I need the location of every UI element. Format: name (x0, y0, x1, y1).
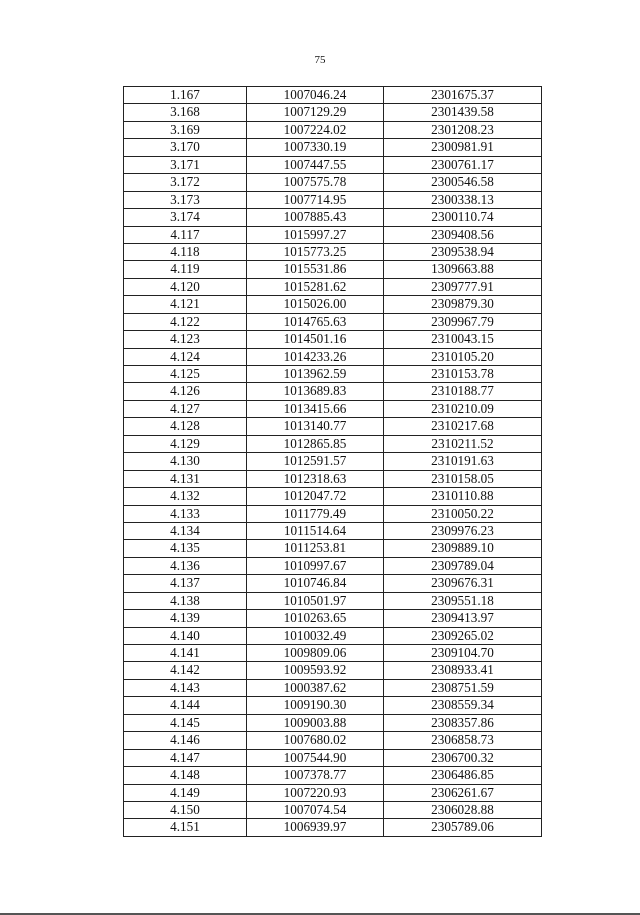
y-coordinate-cell: 2310110.88 (384, 488, 542, 505)
point-id-cell: 4.148 (124, 767, 247, 784)
y-coordinate-cell: 2309879.30 (384, 296, 542, 313)
table-row (124, 679, 542, 696)
y-coordinate-cell: 2309967.79 (384, 313, 542, 330)
point-id-cell: 3.173 (124, 191, 247, 208)
y-coordinate-cell: 2301675.37 (384, 87, 542, 104)
table-row (124, 627, 542, 644)
table-row (124, 453, 542, 470)
point-id-cell: 4.131 (124, 470, 247, 487)
x-coordinate-cell: 1011779.49 (247, 505, 384, 522)
table-row (124, 575, 542, 592)
point-id-cell: 4.135 (124, 540, 247, 557)
table-row (124, 313, 542, 330)
table-row (124, 156, 542, 173)
y-coordinate-cell: 2309976.23 (384, 522, 542, 539)
table-row (124, 243, 542, 260)
point-id-cell: 4.139 (124, 610, 247, 627)
x-coordinate-cell: 1013415.66 (247, 400, 384, 417)
table-row (124, 767, 542, 784)
x-coordinate-cell: 1010746.84 (247, 575, 384, 592)
x-coordinate-cell: 1012591.57 (247, 453, 384, 470)
x-coordinate-cell: 1007220.93 (247, 784, 384, 801)
y-coordinate-cell: 2310158.05 (384, 470, 542, 487)
table-row (124, 296, 542, 313)
x-coordinate-cell: 1012865.85 (247, 435, 384, 452)
x-coordinate-cell: 1013689.83 (247, 383, 384, 400)
point-id-cell: 4.126 (124, 383, 247, 400)
x-coordinate-cell: 1007544.90 (247, 749, 384, 766)
point-id-cell: 4.129 (124, 435, 247, 452)
x-coordinate-cell: 1011253.81 (247, 540, 384, 557)
y-coordinate-cell: 2310217.68 (384, 418, 542, 435)
y-coordinate-cell: 2305789.06 (384, 819, 542, 836)
table-row (124, 505, 542, 522)
y-coordinate-cell: 2306858.73 (384, 732, 542, 749)
x-coordinate-cell: 1000387.62 (247, 679, 384, 696)
x-coordinate-cell: 1015026.00 (247, 296, 384, 313)
y-coordinate-cell: 2309789.04 (384, 557, 542, 574)
point-id-cell: 4.150 (124, 801, 247, 818)
x-coordinate-cell: 1013140.77 (247, 418, 384, 435)
table-row (124, 522, 542, 539)
point-id-cell: 4.143 (124, 679, 247, 696)
y-coordinate-cell: 2309265.02 (384, 627, 542, 644)
point-id-cell: 4.144 (124, 697, 247, 714)
table-row (124, 331, 542, 348)
table-row (124, 714, 542, 731)
table-row (124, 662, 542, 679)
point-id-cell: 4.147 (124, 749, 247, 766)
y-coordinate-cell: 2306700.32 (384, 749, 542, 766)
x-coordinate-cell: 1015773.25 (247, 243, 384, 260)
x-coordinate-cell: 1007074.54 (247, 801, 384, 818)
y-coordinate-cell: 2300761.17 (384, 156, 542, 173)
point-id-cell: 4.138 (124, 592, 247, 609)
point-id-cell: 4.130 (124, 453, 247, 470)
point-id-cell: 3.174 (124, 209, 247, 226)
y-coordinate-cell: 2306486.85 (384, 767, 542, 784)
table-row (124, 697, 542, 714)
y-coordinate-cell: 2309104.70 (384, 645, 542, 662)
point-id-cell: 1.167 (124, 87, 247, 104)
point-id-cell: 3.170 (124, 139, 247, 156)
coordinate-table (123, 86, 542, 837)
table-row (124, 819, 542, 836)
x-coordinate-cell: 1014765.63 (247, 313, 384, 330)
x-coordinate-cell: 1007680.02 (247, 732, 384, 749)
point-id-cell: 4.127 (124, 400, 247, 417)
table-row (124, 104, 542, 121)
table-row (124, 366, 542, 383)
table-row (124, 470, 542, 487)
table-row (124, 209, 542, 226)
y-coordinate-cell: 2310050.22 (384, 505, 542, 522)
x-coordinate-cell: 1007224.02 (247, 121, 384, 138)
y-coordinate-cell: 2301208.23 (384, 121, 542, 138)
table-row (124, 121, 542, 138)
point-id-cell: 4.151 (124, 819, 247, 836)
point-id-cell: 4.132 (124, 488, 247, 505)
y-coordinate-cell: 2310211.52 (384, 435, 542, 452)
point-id-cell: 4.146 (124, 732, 247, 749)
y-coordinate-cell: 2300338.13 (384, 191, 542, 208)
y-coordinate-cell: 2310191.63 (384, 453, 542, 470)
point-id-cell: 4.149 (124, 784, 247, 801)
y-coordinate-cell: 2309777.91 (384, 278, 542, 295)
x-coordinate-cell: 1007378.77 (247, 767, 384, 784)
table-row (124, 732, 542, 749)
y-coordinate-cell: 2310153.78 (384, 366, 542, 383)
y-coordinate-cell: 2309676.31 (384, 575, 542, 592)
table-row (124, 400, 542, 417)
point-id-cell: 4.118 (124, 243, 247, 260)
point-id-cell: 4.134 (124, 522, 247, 539)
point-id-cell: 4.140 (124, 627, 247, 644)
y-coordinate-cell: 2309408.56 (384, 226, 542, 243)
x-coordinate-cell: 1014501.16 (247, 331, 384, 348)
y-coordinate-cell: 2308933.41 (384, 662, 542, 679)
x-coordinate-cell: 1013962.59 (247, 366, 384, 383)
x-coordinate-cell: 1015997.27 (247, 226, 384, 243)
x-coordinate-cell: 1012047.72 (247, 488, 384, 505)
y-coordinate-cell: 2308559.34 (384, 697, 542, 714)
x-coordinate-cell: 1007714.95 (247, 191, 384, 208)
point-id-cell: 4.133 (124, 505, 247, 522)
table-row (124, 592, 542, 609)
y-coordinate-cell: 2309538.94 (384, 243, 542, 260)
table-row (124, 435, 542, 452)
table-row (124, 557, 542, 574)
table-row (124, 801, 542, 818)
y-coordinate-cell: 2306028.88 (384, 801, 542, 818)
table-row (124, 383, 542, 400)
table-row (124, 540, 542, 557)
point-id-cell: 4.124 (124, 348, 247, 365)
y-coordinate-cell: 2310210.09 (384, 400, 542, 417)
y-coordinate-cell: 2306261.67 (384, 784, 542, 801)
point-id-cell: 4.119 (124, 261, 247, 278)
y-coordinate-cell: 2308357.86 (384, 714, 542, 731)
table-row (124, 261, 542, 278)
table-row (124, 139, 542, 156)
y-coordinate-cell: 1309663.88 (384, 261, 542, 278)
table-row (124, 348, 542, 365)
x-coordinate-cell: 1011514.64 (247, 522, 384, 539)
y-coordinate-cell: 2308751.59 (384, 679, 542, 696)
point-id-cell: 3.168 (124, 104, 247, 121)
x-coordinate-cell: 1009593.92 (247, 662, 384, 679)
x-coordinate-cell: 1012318.63 (247, 470, 384, 487)
x-coordinate-cell: 1014233.26 (247, 348, 384, 365)
x-coordinate-cell: 1007330.19 (247, 139, 384, 156)
table-row (124, 191, 542, 208)
y-coordinate-cell: 2310188.77 (384, 383, 542, 400)
point-id-cell: 4.137 (124, 575, 247, 592)
table-row (124, 174, 542, 191)
point-id-cell: 3.169 (124, 121, 247, 138)
table-row (124, 645, 542, 662)
point-id-cell: 4.125 (124, 366, 247, 383)
x-coordinate-cell: 1007575.78 (247, 174, 384, 191)
point-id-cell: 3.171 (124, 156, 247, 173)
table-row (124, 610, 542, 627)
x-coordinate-cell: 1010501.97 (247, 592, 384, 609)
y-coordinate-cell: 2310105.20 (384, 348, 542, 365)
y-coordinate-cell: 2301439.58 (384, 104, 542, 121)
x-coordinate-cell: 1006939.97 (247, 819, 384, 836)
point-id-cell: 4.120 (124, 278, 247, 295)
table-row (124, 418, 542, 435)
table-row (124, 488, 542, 505)
y-coordinate-cell: 2300981.91 (384, 139, 542, 156)
x-coordinate-cell: 1007447.55 (247, 156, 384, 173)
x-coordinate-cell: 1010997.67 (247, 557, 384, 574)
x-coordinate-cell: 1007885.43 (247, 209, 384, 226)
point-id-cell: 4.141 (124, 645, 247, 662)
table-row (124, 226, 542, 243)
y-coordinate-cell: 2300110.74 (384, 209, 542, 226)
y-coordinate-cell: 2309551.18 (384, 592, 542, 609)
table-row (124, 278, 542, 295)
x-coordinate-cell: 1015281.62 (247, 278, 384, 295)
x-coordinate-cell: 1010032.49 (247, 627, 384, 644)
x-coordinate-cell: 1009003.88 (247, 714, 384, 731)
point-id-cell: 4.117 (124, 226, 247, 243)
point-id-cell: 4.128 (124, 418, 247, 435)
point-id-cell: 3.172 (124, 174, 247, 191)
point-id-cell: 4.145 (124, 714, 247, 731)
y-coordinate-cell: 2300546.58 (384, 174, 542, 191)
page-number: 75 (314, 54, 326, 66)
table-row (124, 784, 542, 801)
table-row (124, 87, 542, 104)
coordinate-table-body (124, 87, 542, 837)
y-coordinate-cell: 2310043.15 (384, 331, 542, 348)
x-coordinate-cell: 1009190.30 (247, 697, 384, 714)
point-id-cell: 4.122 (124, 313, 247, 330)
point-id-cell: 4.142 (124, 662, 247, 679)
point-id-cell: 4.136 (124, 557, 247, 574)
y-coordinate-cell: 2309889.10 (384, 540, 542, 557)
point-id-cell: 4.123 (124, 331, 247, 348)
table-row (124, 749, 542, 766)
point-id-cell: 4.121 (124, 296, 247, 313)
x-coordinate-cell: 1007046.24 (247, 87, 384, 104)
y-coordinate-cell: 2309413.97 (384, 610, 542, 627)
x-coordinate-cell: 1010263.65 (247, 610, 384, 627)
x-coordinate-cell: 1007129.29 (247, 104, 384, 121)
x-coordinate-cell: 1015531.86 (247, 261, 384, 278)
x-coordinate-cell: 1009809.06 (247, 645, 384, 662)
